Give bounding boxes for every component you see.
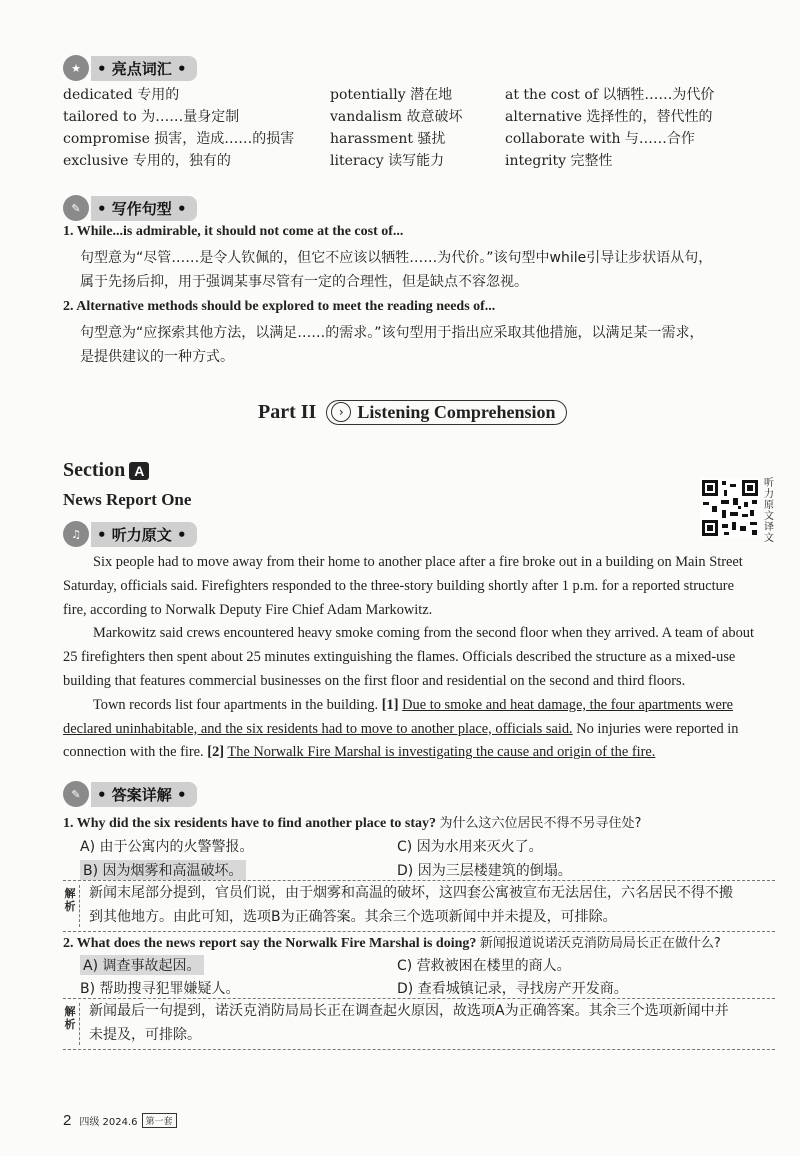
transcript-line — [63, 741, 775, 765]
part-label: Part II — [258, 400, 317, 423]
q1-explanation — [63, 880, 775, 932]
transcript-line: fire, according to Norwalk Deputy Fire Chief Adam Markowitz. — [63, 601, 433, 618]
explanation-divider — [79, 1003, 80, 1045]
answer-1-evidence: Due to smoke and heat damage, the four apartments were — [402, 696, 734, 713]
q1-option-b: B) 因为烟雾和高温破坏。 — [80, 860, 246, 880]
footer-text: 四级 2024.6 — [79, 1117, 138, 1128]
vocab-col-2 — [330, 84, 500, 172]
answers-badge-label: • 答案详解 • — [91, 782, 197, 807]
vocab-item: collaborate with 与……合作 — [505, 131, 695, 147]
vocab-item: harassment 骚扰 — [330, 131, 446, 147]
pattern-1-title: 1. While...is admirable, it should not come at the cost of... — [63, 224, 404, 239]
answer-2-evidence: The Norwalk Fire Marshal is investigating the cause and origin of the fire. — [227, 744, 656, 761]
q1-option-d: D) 因为三层楼建筑的倒塌。 — [397, 863, 572, 879]
writing-badge-label: • 写作句型 • — [91, 196, 197, 221]
pattern-1-line-2: 属于先扬后抑，用于强调某事尽管有一定的合理性，但是缺点不容忽视。 — [80, 274, 528, 290]
magnifier-icon: ✎ — [63, 781, 89, 807]
transcript-line — [63, 718, 775, 742]
question-2-stem: 2. What does the news report say the Norwalk Fire Marshal is doing? — [63, 936, 477, 951]
qr-code[interactable] — [700, 478, 760, 538]
chevron-right-icon: › — [331, 402, 351, 422]
q2-explanation-line-2: 未提及，可排除。 — [89, 1027, 201, 1043]
section-label: Section — [63, 459, 126, 481]
vocab-item: dedicated 专用的 — [63, 87, 180, 103]
vocab-item: tailored to 为……量身定制 — [63, 109, 240, 125]
vocab-item: alternative 选择性的，替代性的 — [505, 109, 713, 125]
q1-explanation-line-2: 到其他地方。由此可知，选项B为正确答案。其余三个选项新闻中并未提及，可排除。 — [89, 909, 617, 925]
q2-explanation-line-1: 新闻最后一句提到，诺沃克消防局局长正在调查起火原因，故选项A为正确答案。其余三个选项新闻中并 — [89, 1003, 729, 1019]
page-footer — [63, 1112, 177, 1129]
listening-badge — [63, 522, 197, 546]
qr-caption: 听力原文译文 — [764, 478, 774, 544]
transcript — [63, 551, 775, 765]
pattern-1-line-1: 句型意为“尽管……是令人钦佩的，但它不应该以牺牲……为代价。”该句型中while引导让步状语从句， — [80, 250, 713, 266]
q1-option-a: A) 由于公寓内的火警警报。 — [80, 839, 254, 855]
pattern-2-title: 2. Alternative methods should be explored to meet the reading needs of... — [63, 299, 496, 314]
answers-badge — [63, 782, 197, 806]
vocab-item: literacy 读写能力 — [330, 153, 445, 169]
explanation-tag: 解析 — [64, 1005, 76, 1031]
answer-marker: [2] — [207, 744, 225, 761]
q2-explanation — [63, 998, 775, 1050]
q2-option-b: B) 帮助搜寻犯罪嫌疑人。 — [80, 981, 240, 997]
q2-option-d: D) 查看城镇记录，寻找房产开发商。 — [397, 981, 628, 997]
answer-marker: [1] — [381, 696, 399, 713]
transcript-line: Six people had to move away from their home to another place after a fire broke out in a building on Main Street — [93, 554, 743, 570]
part-title: Listening Comprehension — [357, 401, 556, 422]
transcript-text: Town records list four apartments in the building. — [93, 696, 379, 713]
vocab-item: integrity 完整性 — [505, 153, 613, 169]
vocab-item: exclusive 专用的，独有的 — [63, 153, 231, 169]
vocab-badge-label: • 亮点词汇 • — [91, 56, 197, 81]
vocab-item: potentially 潜在地 — [330, 87, 453, 103]
vocab-badge — [63, 56, 197, 80]
vocab-item: compromise 损害，造成……的损害 — [63, 131, 295, 147]
transcript-text: No injuries were reported in — [576, 720, 739, 737]
section-letter: A — [129, 462, 149, 480]
vocab-item: at the cost of 以牺牲……为代价 — [505, 87, 715, 103]
pattern-2-line-2: 是提供建议的一种方式。 — [80, 349, 234, 365]
question-2 — [63, 932, 721, 956]
vocab-item: vandalism 故意破坏 — [330, 109, 463, 125]
part-header — [258, 396, 567, 428]
explanation-tag: 解析 — [64, 887, 76, 913]
qr-code-icon — [700, 478, 760, 538]
listening-badge-label: • 听力原文 • — [91, 522, 197, 547]
q1-explanation-line-1: 新闻末尾部分提到，官员们说，由于烟雾和高温的破坏，这四套公寓被宣布无法居住，六名居民不得不搬 — [89, 885, 733, 901]
writing-badge — [63, 196, 197, 220]
vocab-col-3 — [505, 84, 765, 172]
answer-1-evidence-cont: declared uninhabitable, and the six residents had to move to another place, officials said. — [63, 720, 573, 737]
question-1-stem-zh: 为什么这六位居民不得不另寻住处? — [439, 816, 642, 831]
pattern-2-line-1: 句型意为“应探索其他方法，以满足……的需求。”该句型用于指出应采取其他措施，以满足某一需求， — [80, 325, 704, 341]
star-icon: ★ — [63, 55, 89, 81]
news-report-title: News Report One — [63, 490, 192, 509]
question-1 — [63, 812, 641, 836]
transcript-line: 25 firefighters then spent about 25 minutes extinguishing the flames. Officials described the structure as a mixed-use — [63, 649, 736, 666]
transcript-line — [63, 694, 775, 718]
explanation-divider — [79, 885, 80, 927]
q1-option-c: C) 因为水用来灭火了。 — [397, 839, 543, 855]
pencil-icon: ✎ — [63, 195, 89, 221]
question-1-stem: 1. Why did the six residents have to find another place to stay? — [63, 816, 436, 831]
q2-option-c: C) 营救被困在楼里的商人。 — [397, 958, 571, 974]
page-number: 2 — [63, 1112, 72, 1129]
q2-option-a: A) 调查事故起因。 — [80, 955, 204, 975]
transcript-line: Markowitz said crews encountered heavy smoke coming from the second floor when they arrived. A team of about — [93, 625, 754, 642]
transcript-text: connection with the fire. — [63, 744, 204, 761]
transcript-line: building that features commercial businesses on the first floor and residential on the second and third floors. — [63, 672, 686, 689]
transcript-line: Saturday, officials said. Firefighters responded to the three-story building shortly after 1 p.m. for a reported structure — [63, 577, 734, 594]
section-heading — [63, 459, 149, 482]
headphones-icon: ♫ — [63, 521, 89, 547]
part-title-box — [326, 400, 566, 425]
vocab-col-1 — [63, 84, 323, 172]
question-2-stem-zh: 新闻报道说诺沃克消防局局长正在做什么? — [479, 936, 721, 951]
footer-tag: 第一套 — [142, 1113, 177, 1128]
